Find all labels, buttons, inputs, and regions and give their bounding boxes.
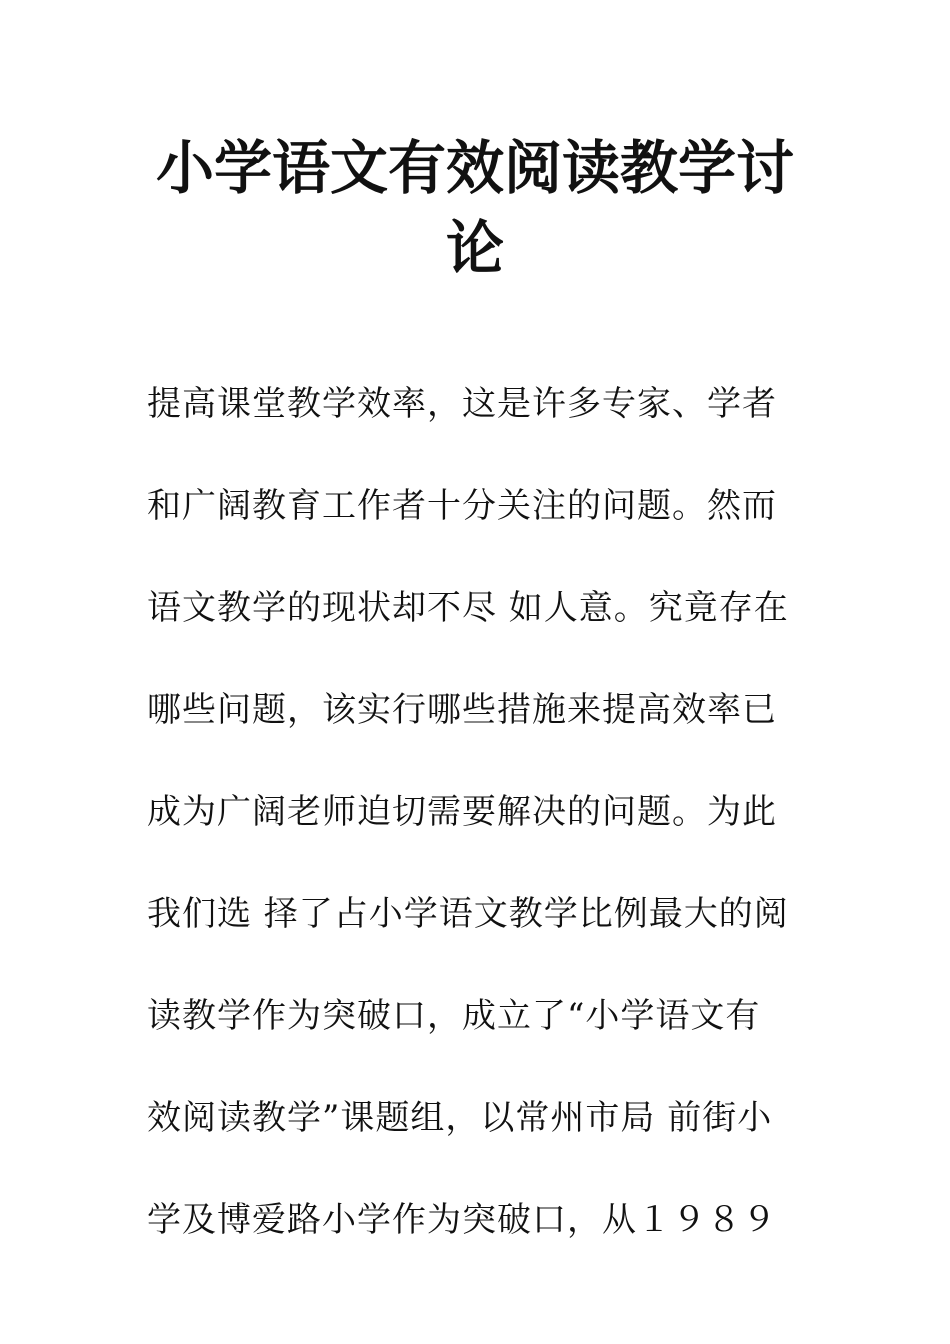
paragraph-line-4: 哪些问题，该实行哪些措施来提高效率已 [147, 690, 777, 730]
paragraph-line-6: 我们选 择了占小学语文教学比例最大的阅 [147, 894, 789, 934]
body-paragraph [147, 372, 807, 1290]
document-title [145, 128, 805, 288]
paragraph-line-7: 读教学作为突破口，成立了“小学语文有 [147, 996, 761, 1036]
paragraph-line-1: 提高课堂教学效率，这是许多专家、学者 [147, 384, 777, 424]
paragraph-line-9: 学及博爱路小学作为突破口，从１９８９ [147, 1200, 777, 1240]
paragraph-line-2: 和广阔教育工作者十分关注的问题。然而 [147, 486, 777, 526]
paragraph-line-3: 语文教学的现状却不尽 如人意。究竟存在 [147, 588, 789, 628]
title-line-1: 小学语文有效阅读教学讨 [155, 134, 794, 202]
paragraph-line-8: 效阅读教学”课题组，以常州市局 前街小 [147, 1098, 773, 1138]
paragraph-line-5: 成为广阔老师迫切需要解决的问题。为此 [147, 792, 777, 832]
title-line-2: 论 [445, 214, 504, 282]
